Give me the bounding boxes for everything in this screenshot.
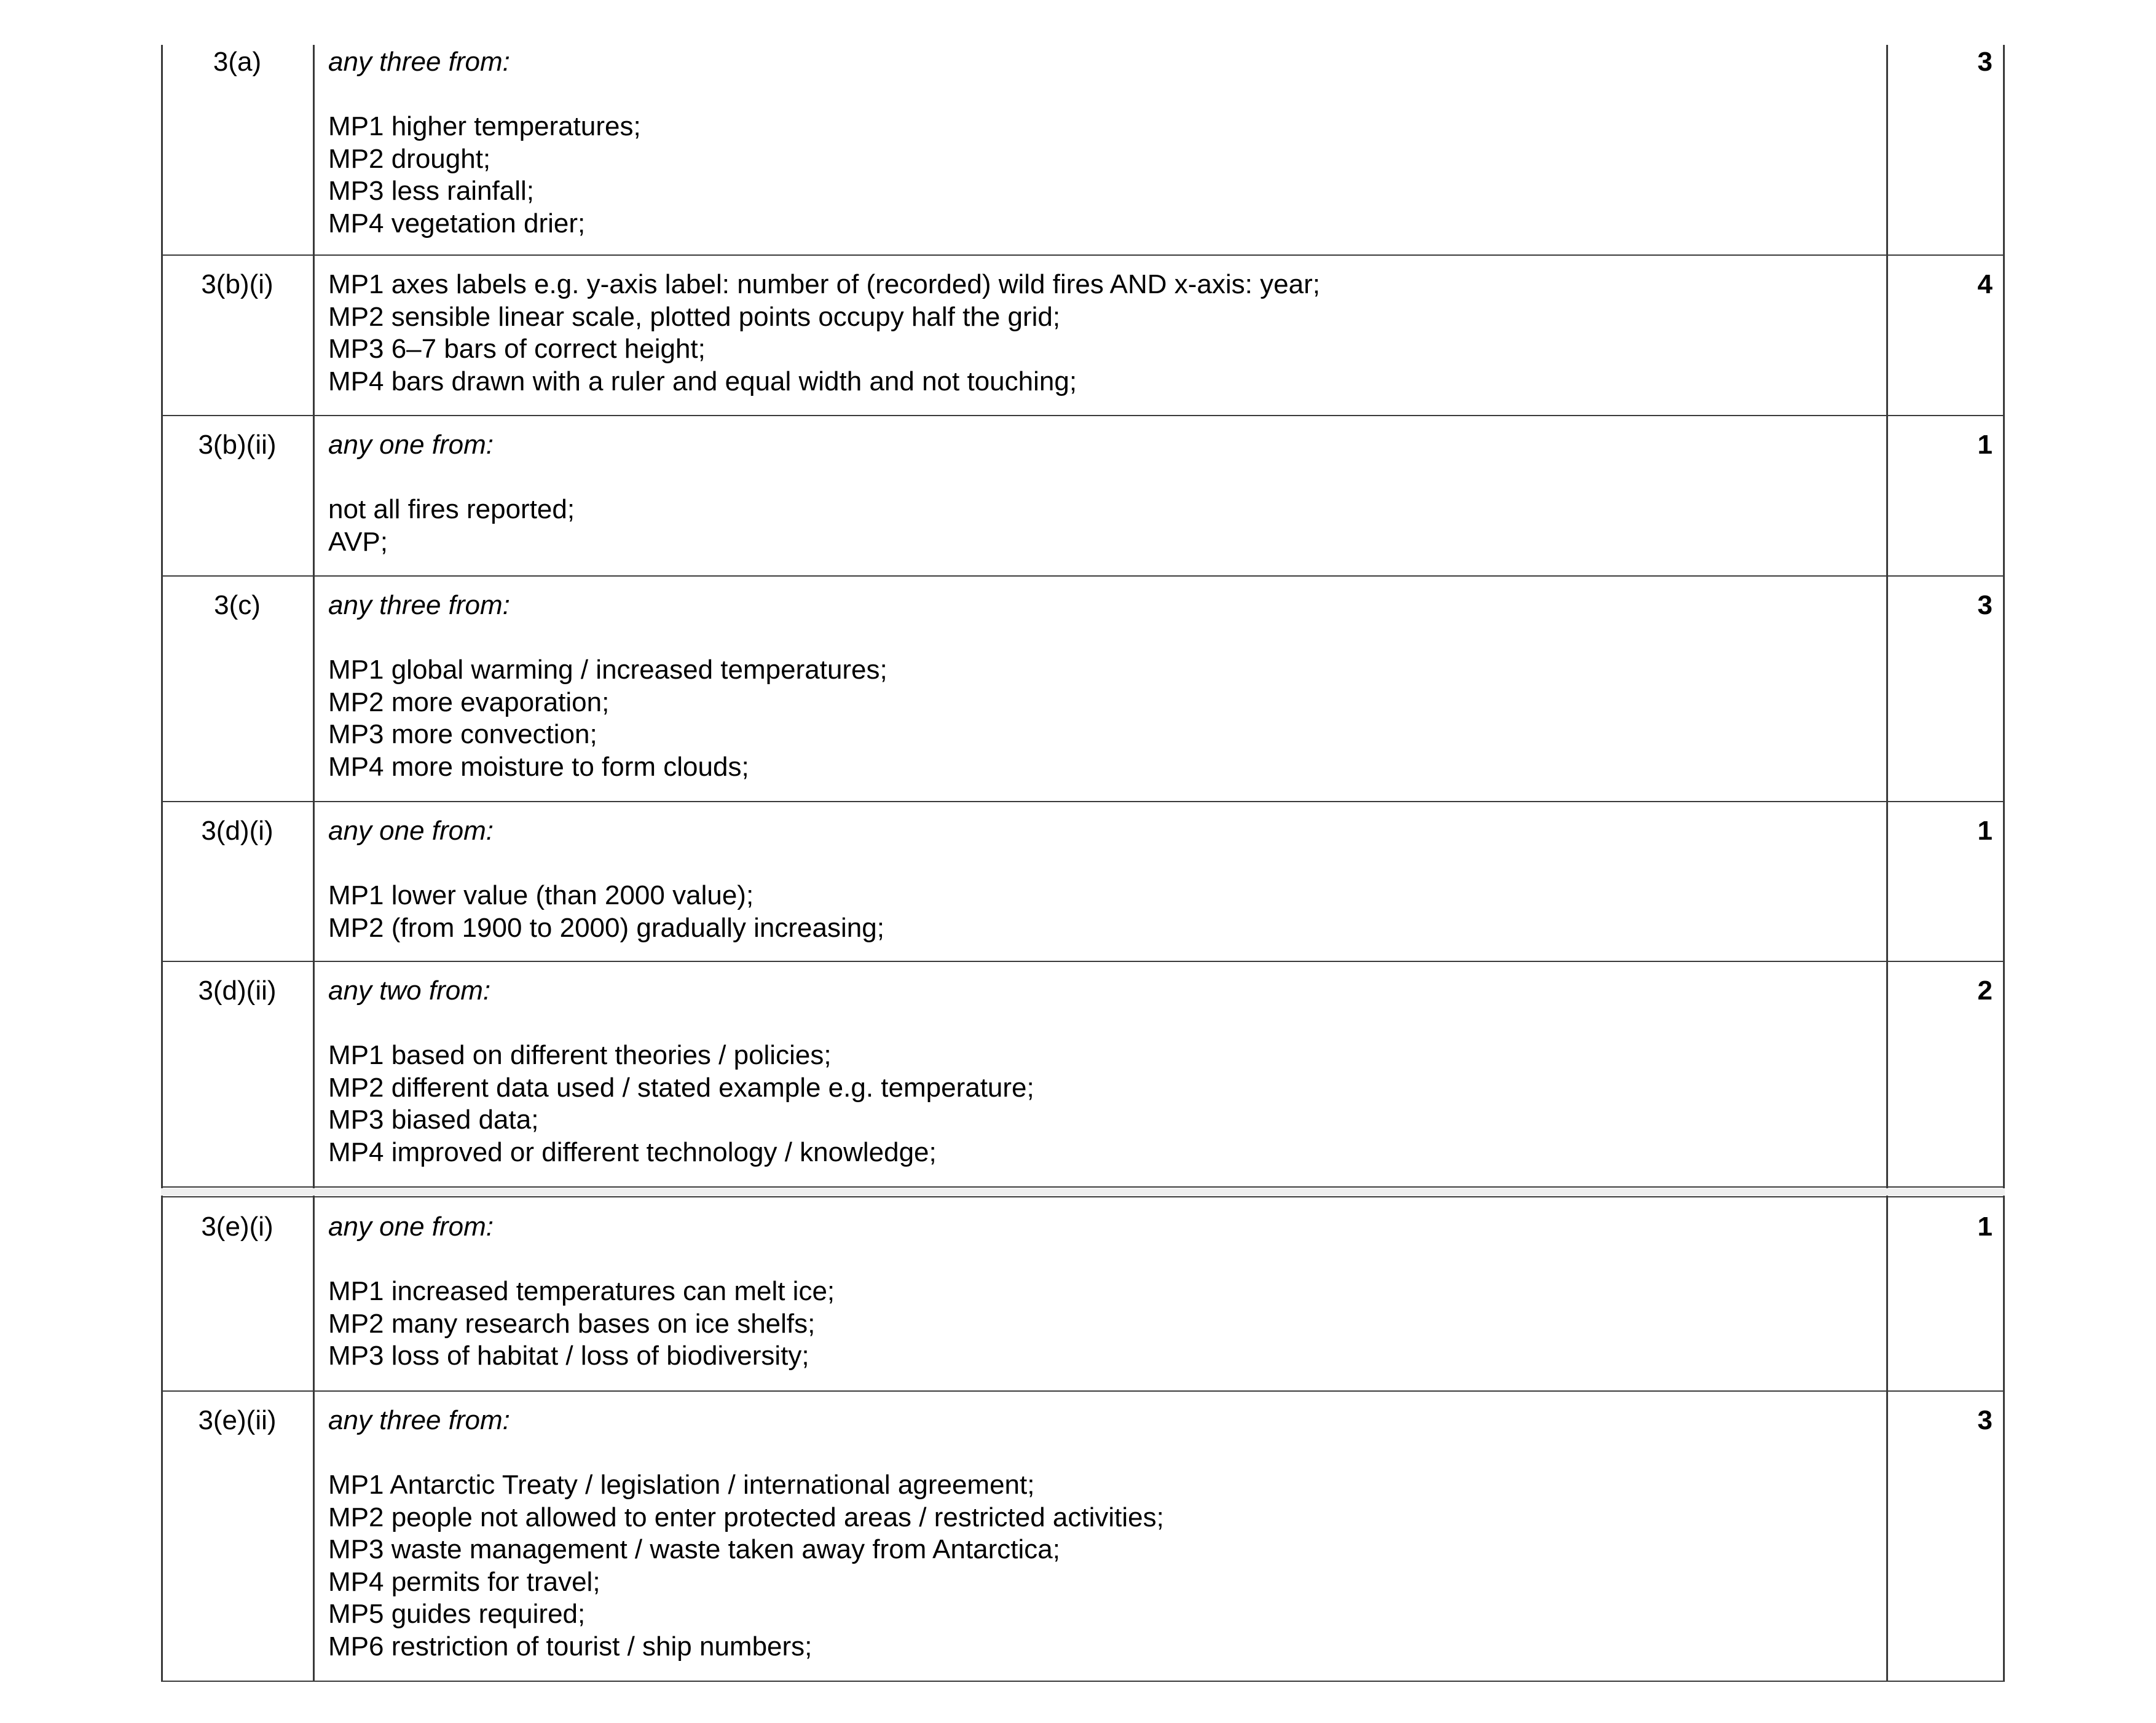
table-row [161,45,2005,255]
answer-lead: any three from: [328,47,510,77]
answer-cell [313,802,2048,961]
question-number: 3(e)(i) [201,1212,273,1242]
marking-point: MP4 improved or different technology / knowledge; [328,1137,937,1167]
table-border-bottom [161,1681,2005,1682]
marking-point: AVP; [328,526,388,557]
marking-point: MP2 people not allowed to enter protected areas / restricted activities; [328,1502,1164,1532]
table-row [161,961,2005,1187]
answer-lead: any three from: [328,1405,510,1435]
marking-point: MP3 less rainfall; [328,176,535,206]
table-row [161,576,2005,802]
answer-cell [313,576,2048,802]
marks-value: 1 [1977,816,1993,846]
marking-point: MP2 different data used / stated example e.g. temperature; [328,1072,1034,1103]
row-divider [161,961,2005,962]
question-number: 3(a) [213,47,262,77]
question-number: 3(b)(ii) [198,430,277,460]
marks-value: 1 [1977,430,1993,460]
page-break-divider [161,1188,2005,1196]
question-number: 3(d)(ii) [198,976,277,1006]
answer-cell [313,961,2048,1187]
question-number: 3(d)(i) [201,816,273,846]
answer-cell [313,45,2048,255]
marking-point: MP1 axes labels e.g. y-axis label: number of (recorded) wild fires AND x-axis: year; [328,269,1320,299]
marks-value: 3 [1977,590,1993,620]
answer-lead: any three from: [328,590,510,620]
row-divider [161,801,2005,802]
marks-value: 4 [1977,269,1993,299]
row-divider [161,1196,2005,1197]
marking-point: MP3 loss of habitat / loss of biodiversity; [328,1341,809,1371]
marking-point: MP2 sensible linear scale, plotted points occupy half the grid; [328,301,1061,332]
table-row [161,1391,2005,1681]
answer-cell [313,1197,2048,1391]
marks-value: 1 [1977,1212,1993,1242]
marks-value: 3 [1977,47,1993,77]
answer-lead: any one from: [328,816,494,846]
marks-value: 3 [1977,1405,1993,1435]
answer-cell [313,416,2048,576]
question-number: 3(b)(i) [201,269,273,299]
row-divider [161,575,2005,577]
answer-lead: any one from: [328,1212,494,1242]
table-row [161,1197,2005,1391]
marking-point: MP1 higher temperatures; [328,111,641,141]
marking-point: MP6 restriction of tourist / ship numbers; [328,1631,812,1662]
answer-cell [313,1391,2048,1681]
marking-point: MP1 global warming / increased temperatures; [328,655,887,685]
answer-lead: any two from: [328,976,491,1006]
marking-point: MP2 drought; [328,143,491,174]
marks-value: 2 [1977,976,1993,1006]
table-row [161,255,2005,416]
marking-point: MP1 based on different theories / policies; [328,1040,832,1070]
marking-point: MP3 more convection; [328,719,597,749]
table-row [161,802,2005,961]
marking-point: MP5 guides required; [328,1599,586,1629]
marking-point: MP4 vegetation drier; [328,208,586,239]
row-divider [161,1186,2005,1188]
row-divider [161,415,2005,416]
table-border-right [2003,45,2005,1681]
marking-point: MP4 bars drawn with a ruler and equal width and not touching; [328,366,1077,396]
marking-point: MP1 lower value (than 2000 value); [328,880,754,910]
answer-lead: any one from: [328,430,494,460]
question-number: 3(c) [214,590,261,620]
table-row [161,416,2005,576]
marking-point: MP2 many research bases on ice shelfs; [328,1308,816,1339]
question-number: 3(e)(ii) [198,1405,277,1435]
column-divider [1886,45,1888,1681]
marking-point: not all fires reported; [328,494,575,524]
marking-point: MP3 6–7 bars of correct height; [328,334,706,364]
marking-point: MP1 increased temperatures can melt ice; [328,1276,835,1306]
marking-point: MP3 waste management / waste taken away from Antarctica; [328,1534,1060,1564]
marking-point: MP4 permits for travel; [328,1566,600,1597]
marking-point: MP4 more moisture to form clouds; [328,751,749,782]
answer-cell [313,255,2048,416]
row-divider [161,254,2005,256]
table-border-left [161,45,163,1681]
marking-point: MP3 biased data; [328,1105,539,1135]
marking-point: MP2 (from 1900 to 2000) gradually increasing; [328,912,884,943]
column-divider [313,45,315,1681]
row-divider [161,1390,2005,1392]
marking-point: MP1 Antarctic Treaty / legislation / international agreement; [328,1470,1035,1500]
marking-point: MP2 more evaporation; [328,687,610,717]
